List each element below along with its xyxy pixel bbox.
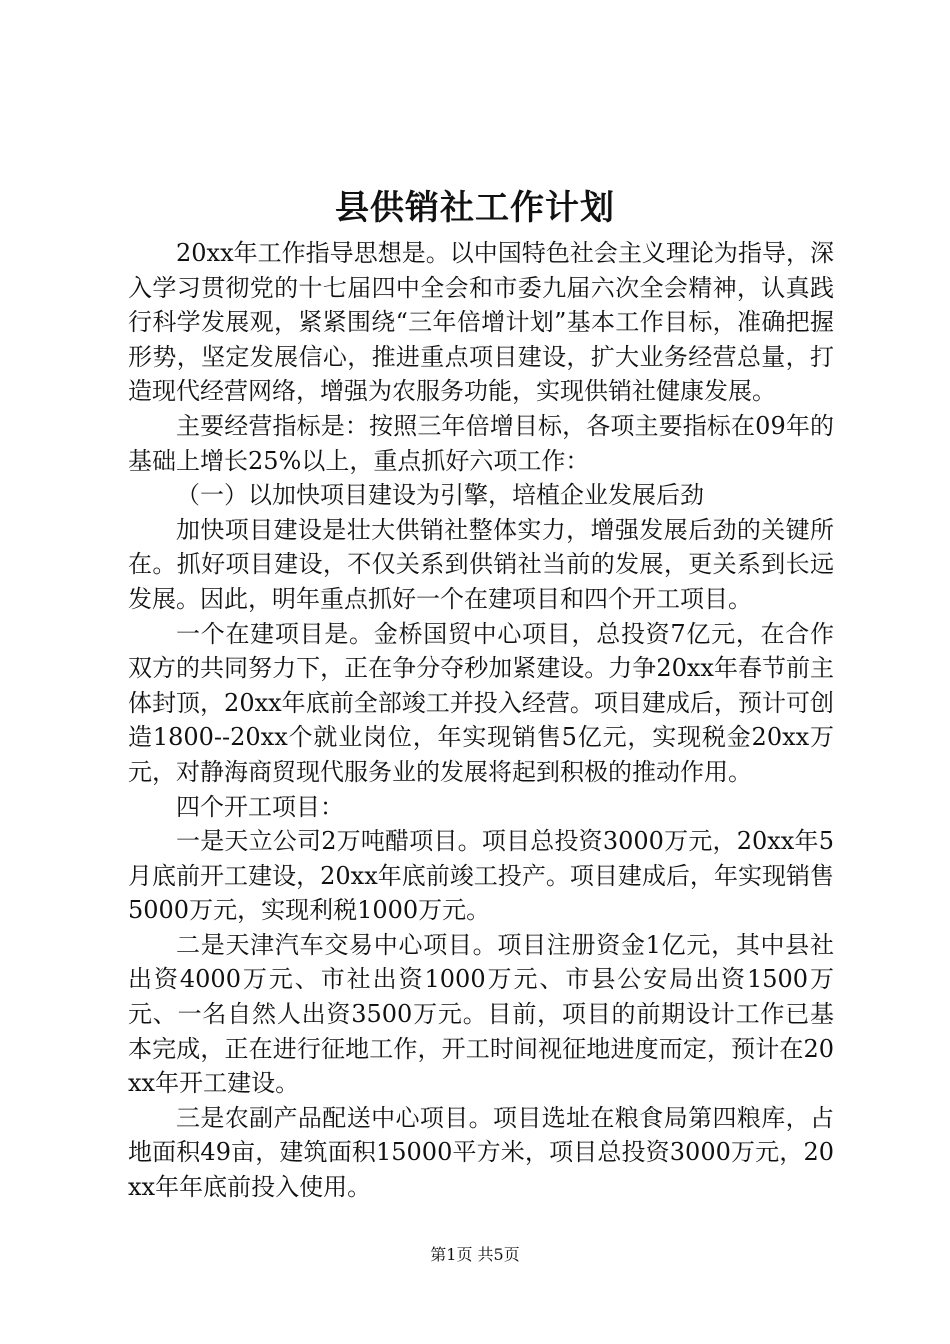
document-title: 县供销社工作计划	[335, 188, 615, 228]
page-footer: 第1页 共5页	[430, 1245, 520, 1264]
paragraph-project-construction: 加快项目建设是壮大供销社整体实力，增强发展后劲的关键所在。抓好项目建设，不仅关系到供销社当前的发展，更关系到长远发展。因此，明年重点抓好一个在建项目和四个开工项目。	[128, 515, 834, 613]
paragraph-ongoing-project: 一个在建项目是。金桥国贸中心项目，总投资7亿元，在合作双方的共同努力下，正在争分夺秒加紧建设。力争20xx年春节前主体封顶，20xx年底前全部竣工并投入经营。项目建成后，预计可创造1800--20xx个就业岗位，年实现销售5亿元，实现税金20xx万元，对静海商贸现代服务业的发展将起到积极的推动作用。	[128, 619, 834, 786]
paragraph-project-three: 三是农副产品配送中心项目。项目选址在粮食局第四粮库，占地面积49亩，建筑面积15000平方米，项目总投资3000万元，20xx年年底前投入使用。	[128, 1103, 834, 1202]
paragraph-main-indicators: 主要经营指标是：按照三年倍增目标，各项主要指标在09年的基础上增长25%以上，重点抓好六项工作：	[128, 411, 834, 475]
paragraph-guiding-thought: 20xx年工作指导思想是。以中国特色社会主义理论为指导，深入学习贯彻党的十七届四中全会和市委九届六次全会精神，认真践行科学发展观，紧紧围绕“三年倍增计划”基本工作目标，准确把握形势，坚定发展信心，推进重点项目建设，扩大业务经营总量，打造现代经营网络，增强为农服务功能，实现供销社健康发展。	[128, 239, 834, 406]
paragraph-four-projects-heading: 四个开工项目：	[176, 792, 344, 821]
paragraph-project-two: 二是天津汽车交易中心项目。项目注册资金1亿元，其中县社出资4000万元、市社出资1000万元、市县公安局出资1500万元、一名自然人出资3500万元。目前，项目的前期设计工作已基本完成，正在进行征地工作，开工时间视征地进度而定，预计在20xx年开工建设。	[128, 930, 834, 1098]
paragraph-project-one: 一是天立公司2万吨醋项目。项目总投资3000万元，20xx年5月底前开工建设，20xx年底前竣工投产。项目建成后，年实现销售5000万元，实现利税1000万元。	[128, 827, 834, 925]
document-body	[128, 236, 834, 1205]
section-heading-1: （一）以加快项目建设为引擎，培植企业发展后劲	[176, 481, 704, 510]
